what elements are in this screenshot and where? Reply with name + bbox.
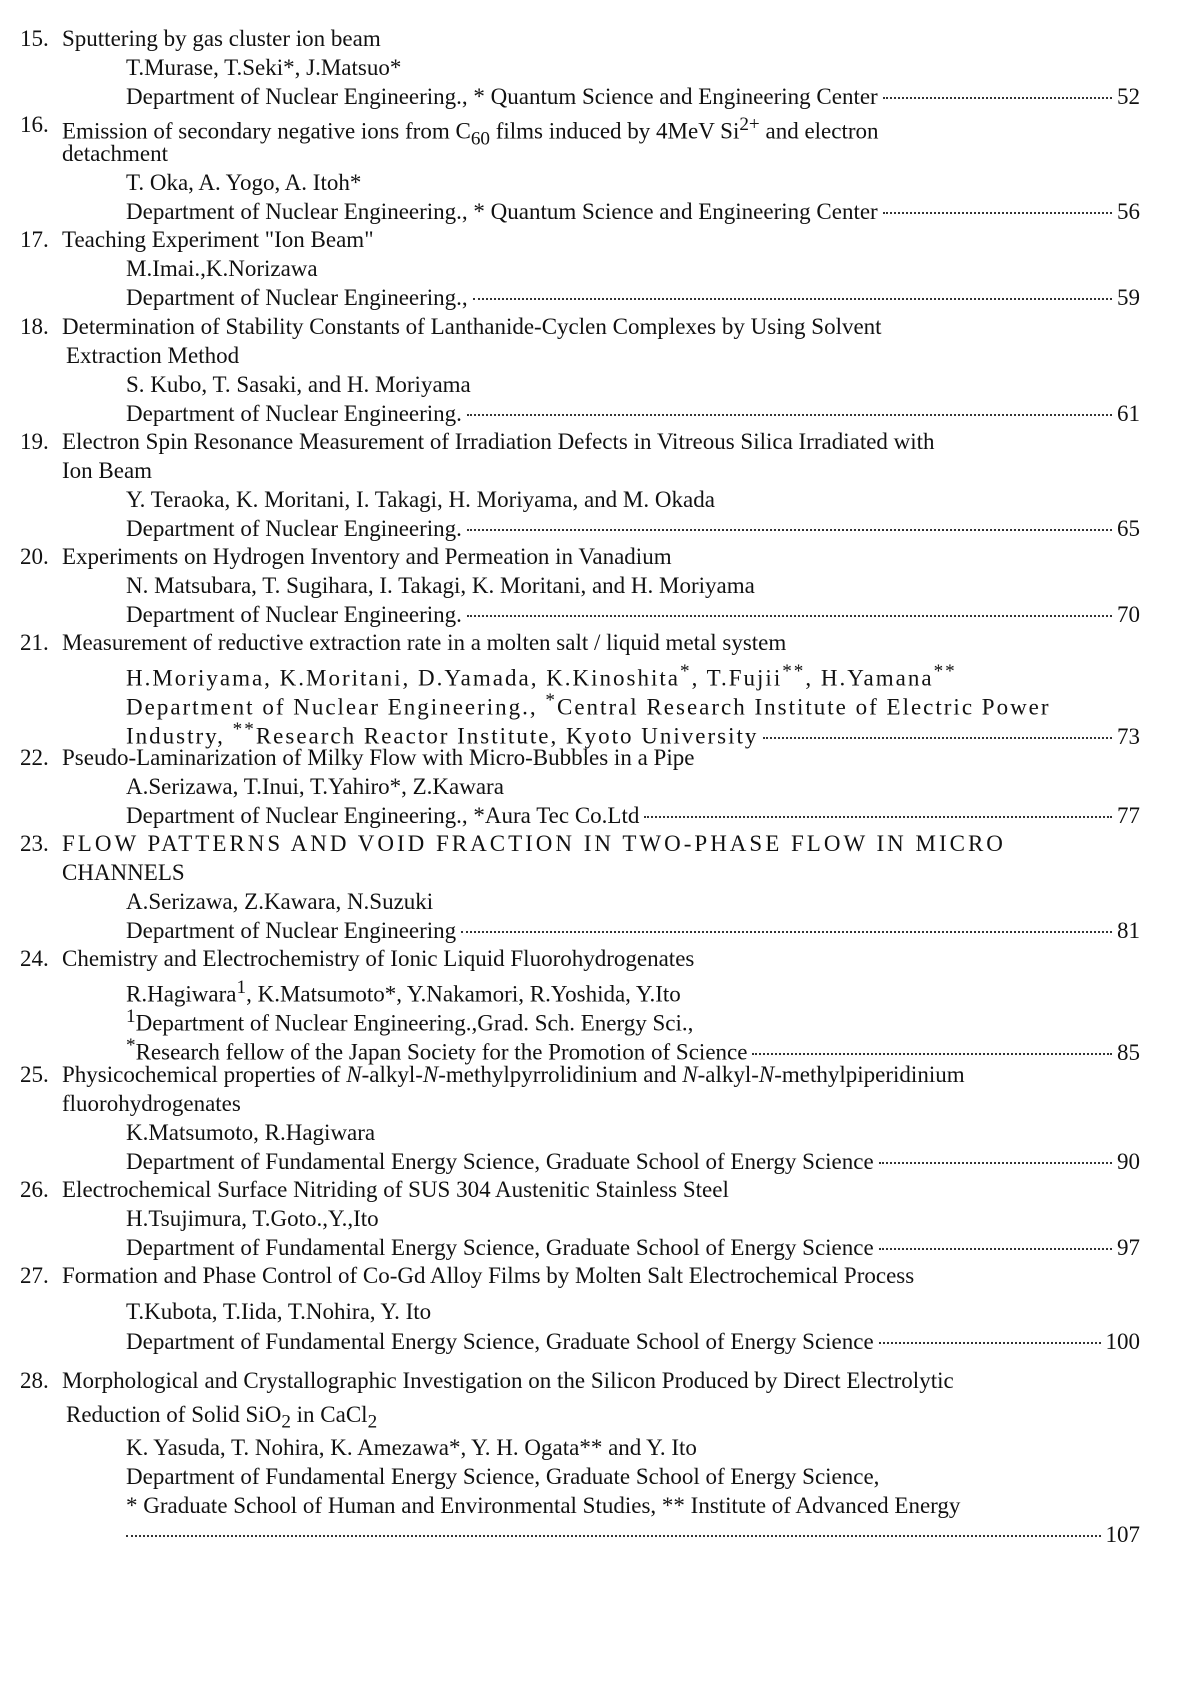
page-number: 65 [1117, 516, 1140, 541]
entry-affiliation: Department of Nuclear Engineering. [126, 401, 462, 426]
entry-affiliation: Department of Fundamental Energy Science, Graduate School of Energy Science [126, 1149, 874, 1174]
entry-affiliation: Department of Nuclear Engineering., [126, 285, 468, 310]
entry-affiliation: Department of Nuclear Engineering. [126, 516, 462, 541]
entry-affiliation-line [126, 400, 1140, 428]
entry-authors: K. Yasuda, T. Nohira, K. Amezawa*, Y. H. Ogata** and Y. Ito [126, 1435, 697, 1460]
entry-affiliation-line [126, 917, 1140, 945]
page-number: 77 [1117, 803, 1140, 828]
entry-affiliation: Department of Nuclear Engineering. [126, 602, 462, 627]
entry-number: 24. [20, 946, 49, 971]
entry-affiliation: Department of Nuclear Engineering [126, 918, 457, 943]
page-number: 100 [1105, 1329, 1140, 1354]
entry-affiliation: Department of Nuclear Engineering., *Central Research Institute of Electric Power [126, 690, 1051, 720]
entry-affiliation: Department of Fundamental Energy Science, Graduate School of Energy Science, [126, 1464, 880, 1489]
entry-title-continued: Reduction of Solid SiO$_2$ in CaCl$_2$ [66, 1402, 378, 1433]
leader-dots [467, 529, 1112, 531]
entry-affiliation: Department of Nuclear Engineering., * Quantum Science and Engineering Center [126, 84, 878, 109]
page-number: 107 [1105, 1522, 1140, 1547]
entry-affiliation: Department of Fundamental Energy Science, Graduate School of Energy Science [126, 1235, 874, 1260]
entry-title-continued: fluorohydrogenates [62, 1091, 241, 1116]
entry-authors: H.Tsujimura, T.Goto.,Y.,Ito [126, 1206, 379, 1231]
entry-title: Formation and Phase Control of Co-Gd Alloy Films by Molten Salt Electrochemical Process [62, 1263, 915, 1288]
entry-affiliation-continued: Industry, **Research Reactor Institute, Kyoto University [126, 719, 759, 749]
entry-title-continued: Extraction Method [66, 343, 240, 368]
entry-affiliation-line [126, 83, 1140, 111]
entry-title: Morphological and Crystallographic Investigation on the Silicon Produced by Direct Electrolytic [62, 1368, 954, 1393]
leader-dots [752, 1053, 1112, 1055]
page-number: 85 [1117, 1039, 1140, 1065]
leader-dots [883, 97, 1112, 99]
entry-authors: T. Oka, A. Yogo, A. Itoh* [126, 170, 362, 195]
entry-title: Electron Spin Resonance Measurement of Irradiation Defects in Vitreous Silica Irradiated with [62, 429, 935, 454]
entry-number: 19. [20, 429, 49, 454]
entry-title-continued: detachment [62, 141, 169, 166]
entry-title: Chemistry and Electrochemistry of Ionic Liquid Fluorohydrogenates [62, 946, 695, 971]
entry-title: Emission of secondary negative ions from $C_{60}$ films induced by 4MeV $Si^{2+}$ and electron [62, 114, 879, 150]
entry-number: 25. [20, 1062, 49, 1087]
entry-affiliation-line [126, 802, 1140, 830]
leader-dots [644, 816, 1112, 818]
entry-authors: R.Hagiwara$^1$, K.Matsumoto*, Y.Nakamori, R.Yoshida, Y.Ito [126, 977, 681, 1007]
entry-title: FLOW PATTERNS AND VOID FRACTION IN TWO-PHASE FLOW IN MICRO [62, 831, 1006, 856]
leader-dots [467, 615, 1112, 617]
entry-authors: A.Serizawa, Z.Kawara, N.Suzuki [126, 889, 434, 914]
page-number: 81 [1117, 918, 1140, 943]
entry-title-continued: Ion Beam [62, 458, 153, 483]
entry-title: Pseudo-Laminarization of Milky Flow with Micro-Bubbles in a Pipe [62, 745, 695, 770]
entry-number: 26. [20, 1177, 49, 1202]
leader-dots [763, 737, 1112, 739]
entry-affiliation-line [126, 198, 1140, 226]
entry-affiliation-continued: * Graduate School of Human and Environmental Studies, ** Institute of Advanced Energy [126, 1493, 961, 1518]
entry-authors: K.Matsumoto, R.Hagiwara [126, 1120, 376, 1145]
page-number: 61 [1117, 401, 1140, 426]
leader-dots [461, 931, 1112, 933]
entry-authors: Y. Teraoka, K. Moritani, I. Takagi, H. Moriyama, and M. Okada [126, 487, 715, 512]
entry-affiliation-line [126, 1234, 1140, 1262]
leader-dots [879, 1162, 1112, 1164]
entry-affiliation: Department of Nuclear Engineering., *Aura Tec Co.Ltd [126, 803, 640, 828]
entry-number: 17. [20, 227, 49, 252]
entry-number: 28. [20, 1368, 49, 1393]
page-number: 73 [1117, 723, 1140, 749]
entry-authors: T.Murase, T.Seki*, J.Matsuo* [126, 55, 402, 80]
entry-affiliation-line [126, 1521, 1140, 1549]
entry-title: Determination of Stability Constants of Lanthanide-Cyclen Complexes by Using Solvent [62, 314, 882, 339]
entry-affiliation: $^1$Department of Nuclear Engineering.,Grad. Sch. Energy Sci., [126, 1006, 694, 1036]
page-number: 90 [1117, 1149, 1140, 1174]
entry-affiliation-line [126, 515, 1140, 543]
leader-dots [473, 298, 1112, 300]
entry-authors: A.Serizawa, T.Inui, T.Yahiro*, Z.Kawara [126, 774, 504, 799]
entry-title: Sputtering by gas cluster ion beam [62, 26, 381, 51]
leader-dots [126, 1535, 1101, 1537]
entry-number: 23. [20, 831, 49, 856]
page-number: 97 [1117, 1235, 1140, 1260]
entry-number: 16. [20, 112, 49, 137]
entry-affiliation-line [126, 1148, 1140, 1176]
page-number: 70 [1117, 602, 1140, 627]
leader-dots [467, 414, 1112, 416]
leader-dots [883, 212, 1112, 214]
entry-authors: T.Kubota, T.Iida, T.Nohira, Y. Ito [126, 1299, 432, 1324]
entry-title: Electrochemical Surface Nitriding of SUS 304 Austenitic Stainless Steel [62, 1177, 729, 1202]
entry-affiliation-continued: *Research fellow of the Japan Society for the Promotion of Science [126, 1035, 748, 1065]
entry-number: 21. [20, 630, 49, 655]
entry-affiliation: Department of Nuclear Engineering., * Quantum Science and Engineering Center [126, 199, 878, 224]
entry-title: Experiments on Hydrogen Inventory and Permeation in Vanadium [62, 544, 672, 569]
leader-dots [879, 1342, 1101, 1344]
entry-authors: N. Matsubara, T. Sugihara, I. Takagi, K. Moritani, and H. Moriyama [126, 573, 755, 598]
entry-authors: M.Imai.,K.Norizawa [126, 256, 318, 281]
entry-title: Measurement of reductive extraction rate in a molten salt / liquid metal system [62, 630, 787, 655]
entry-affiliation-line [126, 1328, 1140, 1356]
leader-dots [879, 1248, 1112, 1250]
entry-authors: S. Kubo, T. Sasaki, and H. Moriyama [126, 372, 471, 397]
entry-title-continued: CHANNELS [62, 860, 185, 885]
entry-number: 18. [20, 314, 49, 339]
entry-title: Physicochemical properties of N-alkyl-N-methylpyrrolidinium and N-alkyl-N-methylpiperidinium [62, 1062, 965, 1087]
entry-number: 20. [20, 544, 49, 569]
entry-number: 27. [20, 1263, 49, 1288]
entry-number: 22. [20, 745, 49, 770]
entry-number: 15. [20, 26, 49, 51]
page-number: 59 [1117, 285, 1140, 310]
entry-title: Teaching Experiment "Ion Beam" [62, 227, 374, 252]
entry-affiliation-line [126, 601, 1140, 629]
page-number: 52 [1117, 84, 1140, 109]
entry-authors: H.Moriyama, K.Moritani, D.Yamada, K.Kinoshita*, T.Fujii**, H.Yamana** [126, 661, 957, 691]
entry-affiliation-line [126, 284, 1140, 312]
entry-affiliation: Department of Fundamental Energy Science, Graduate School of Energy Science [126, 1329, 874, 1354]
page-number: 56 [1117, 199, 1140, 224]
